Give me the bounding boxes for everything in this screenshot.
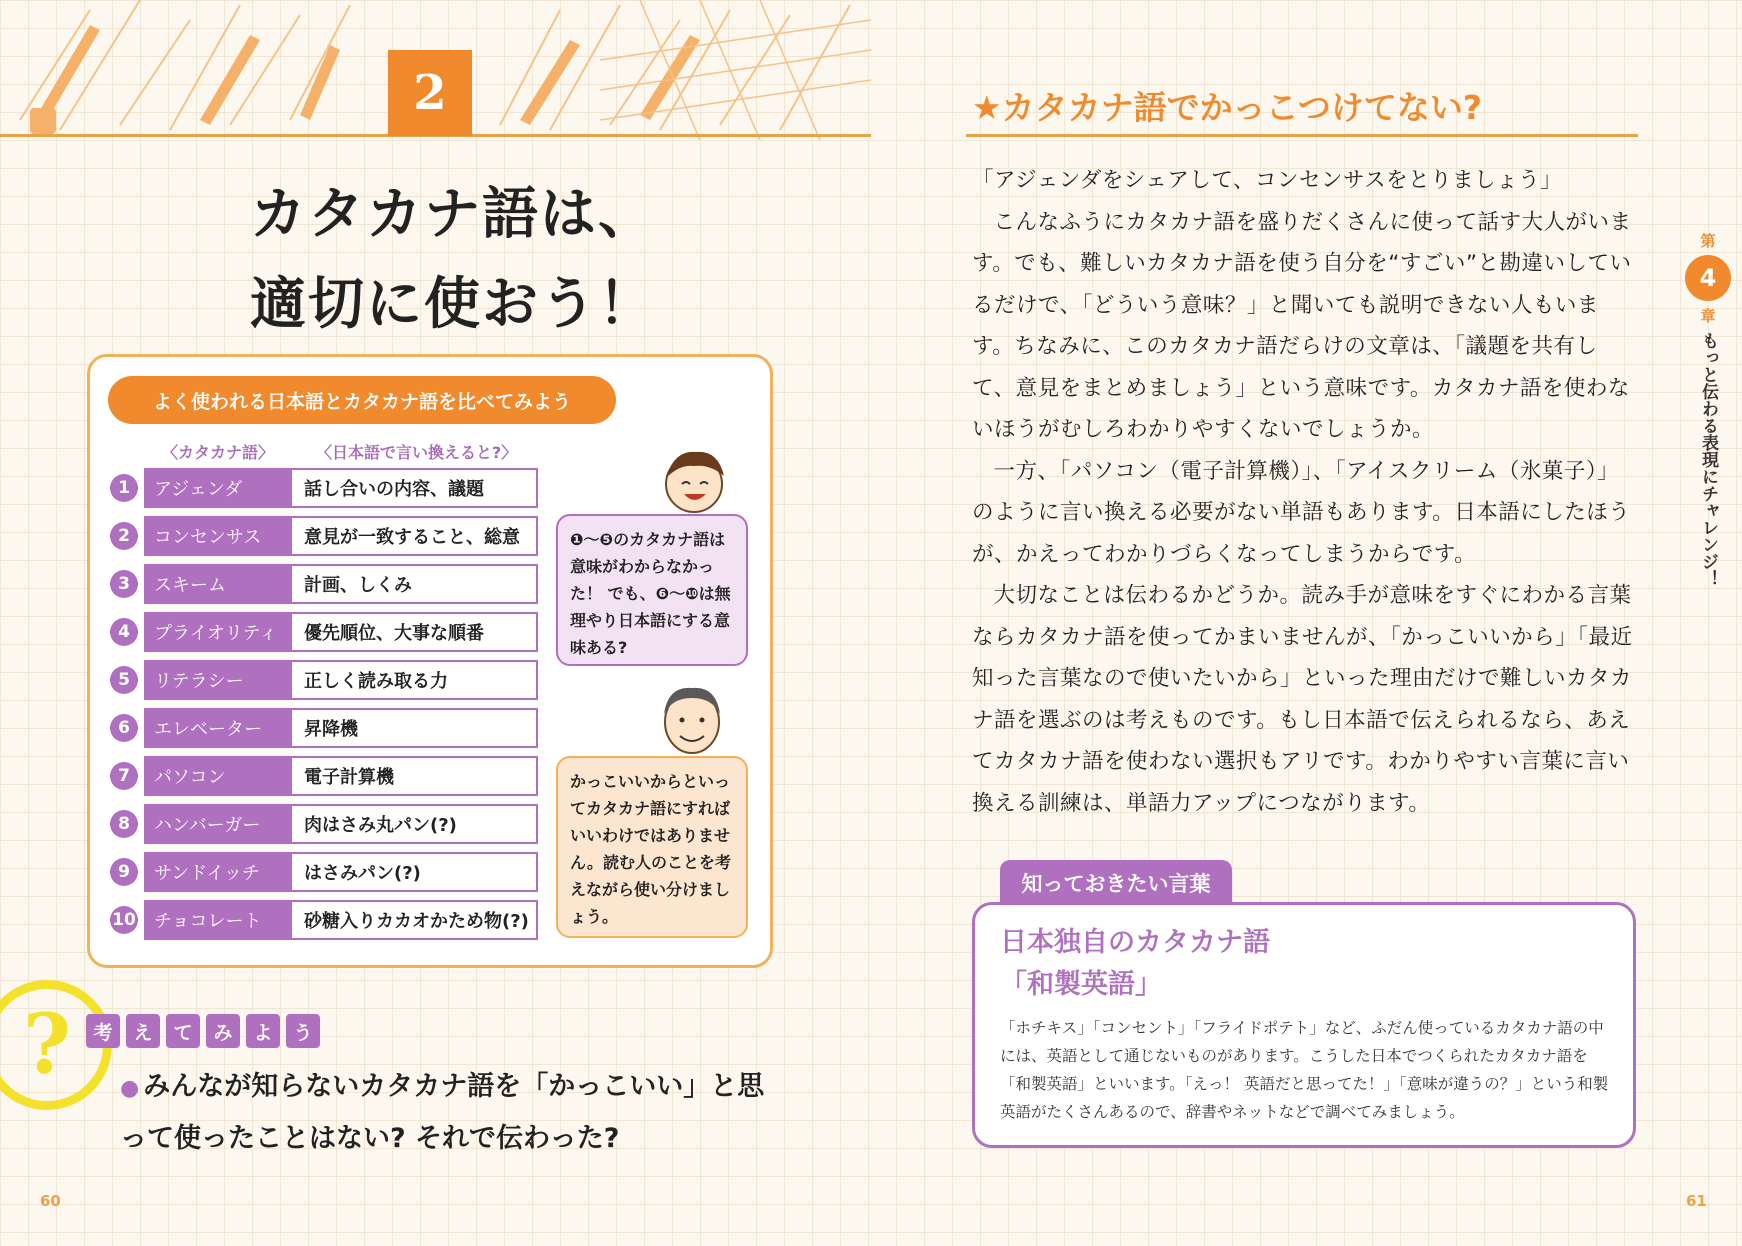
katakana-term: リテラシー: [144, 660, 292, 700]
think-label: [86, 1014, 320, 1048]
speech-bubble-boy: ❶〜❺のカタカナ語は意味がわからなかった！ でも、❻〜❿は無理やり日本語にする意味ある?: [556, 514, 748, 666]
bullet-dot-icon: ●: [120, 1076, 140, 1101]
row-number: 6: [110, 714, 138, 742]
keyword-title-line-2: 「和製英語」: [1000, 969, 1162, 1000]
katakana-term: ハンバーガー: [144, 804, 292, 844]
side-chapter-title: もっと伝わる表現にチャレンジ！: [1698, 332, 1718, 587]
think-tile: え: [126, 1014, 160, 1048]
think-tile: み: [206, 1014, 240, 1048]
side-chapter-label: 第: [1700, 232, 1716, 250]
think-tile: う: [286, 1014, 320, 1048]
katakana-term: サンドイッチ: [144, 852, 292, 892]
row-number: 1: [110, 474, 138, 502]
keyword-title-line-1: 日本独自のカタカナ語: [1000, 927, 1270, 958]
row-number: 5: [110, 666, 138, 694]
question-mark-icon: ?: [0, 980, 112, 1110]
speech-bubble-man: かっこいいからといってカタカナ語にすればいいわけではありません。読む人のことを考えながら使い分けましょう。: [556, 756, 748, 938]
think-tile: よ: [246, 1014, 280, 1048]
think-question-text: みんなが知らないカタカナ語を「かっこいい」と思って使ったことはない? それで伝わった?: [120, 1071, 765, 1154]
row-number: 3: [110, 570, 138, 598]
page-number-right: 61: [1686, 1192, 1707, 1210]
keyword-body: 「ホチキス」「コンセント」「フライドポテト」など、ふだん使っているカタカナ語の中には、英語として通じないものがあります。こうした日本でつくられたカタカナ語を「和製英語」といいます。「えっ！ 英語だと思ってた！」「意味が違うの？」という和製英語がたくさんあるので、辞書やネットなどで調べてみましょう。: [1000, 1019, 1609, 1121]
katakana-term: チョコレート: [144, 900, 292, 940]
paragraph-3: 一方、「パソコン（電子計算機）」、「アイスクリーム（氷菓子）」のように言い換える必要がない単語もあります。日本語にしたほうが、かえってわかりづらくなってしまうからです。: [972, 458, 1631, 567]
japanese-equivalent: 肉はさみ丸パン(?): [292, 804, 538, 844]
page-number-left: 60: [40, 1192, 61, 1210]
table-row: [106, 706, 536, 754]
katakana-term: プライオリティ: [144, 612, 292, 652]
table-row: [106, 898, 536, 946]
paragraph-1: 「アジェンダをシェアして、コンセンサスをとりましょう」: [972, 168, 1563, 193]
table-row: [106, 754, 536, 802]
japanese-equivalent: 正しく読み取る力: [292, 660, 538, 700]
side-chapter-suffix: 章: [1700, 307, 1716, 325]
japanese-equivalent: 優先順位、大事な順番: [292, 612, 538, 652]
japanese-equivalent: はさみパン(?): [292, 852, 538, 892]
paragraph-2: こんなふうにカタカナ語を盛りだくさんに使って話す大人がいます。でも、難しいカタカナ語を使う自分を“すごい”と勘違いしているだけで、「どういう意味？」と聞いても説明できない人もいます。ちなみに、このカタカナ語だらけの文章は、「議題を共有して、意見をまとめましょう」という意味です。カタカナ語を使わないほうがむしろわかりやすくないでしょうか。: [972, 209, 1632, 442]
man-face-icon: [650, 676, 734, 760]
row-number: 8: [110, 810, 138, 838]
side-chapter-number: 4: [1685, 255, 1731, 301]
katakana-term: パソコン: [144, 756, 292, 796]
table-row: [106, 802, 536, 850]
katakana-term: スキーム: [144, 564, 292, 604]
row-number: 4: [110, 618, 138, 646]
table-row: [106, 466, 536, 514]
column-header-katakana: 〈カタカナ語〉: [162, 443, 275, 462]
table-row: [106, 562, 536, 610]
row-number: 9: [110, 858, 138, 886]
row-number: 10: [110, 906, 138, 934]
japanese-equivalent: 話し合いの内容、議題: [292, 468, 538, 508]
paragraph-4: 大切なことは伝わるかどうか。読み手が意味をすぐにわかる言葉ならカタカナ語を使ってかまいませんが、「かっこいいから」「最近知った言葉なので使いたいから」といった理由だけで難しいカタカナ語を選ぶのは考えものです。もし日本語で伝えられるなら、あえてカタカナ語を使わない選択もアリです。わかりやすい言葉に言い換える訓練は、単語力アップにつながります。: [972, 583, 1633, 816]
think-tile: 考: [86, 1014, 120, 1048]
katakana-term: アジェンダ: [144, 468, 292, 508]
chapter-side-tab: [1684, 230, 1732, 632]
japanese-equivalent: 電子計算機: [292, 756, 538, 796]
table-row: [106, 514, 536, 562]
think-question: [120, 1062, 780, 1164]
table-row: [106, 658, 536, 706]
japanese-equivalent: 砂糖入りカカオかため物(?): [292, 900, 538, 940]
chapter-number-badge: 2: [388, 50, 472, 136]
column-header-japanese: 〈日本語で言い換えると?〉: [316, 443, 518, 462]
page-title: [250, 170, 670, 350]
comparison-table: [106, 466, 536, 946]
katakana-term: コンセンサス: [144, 516, 292, 556]
table-row: [106, 610, 536, 658]
keyword-title: [1000, 922, 1270, 1006]
japanese-equivalent: 昇降機: [292, 708, 538, 748]
table-row: [106, 850, 536, 898]
keyword-tab: 知っておきたい言葉: [1000, 860, 1232, 906]
title-line-1: カタカナ語は、: [250, 182, 656, 247]
title-line-2: 適切に使おう！: [250, 272, 656, 337]
japanese-equivalent: 計画、しくみ: [292, 564, 538, 604]
section-title: ★カタカナ語でかっこつけてない?: [972, 88, 1483, 127]
japanese-equivalent: 意見が一致すること、総意: [292, 516, 538, 556]
section-rule: [966, 134, 1638, 137]
row-number: 2: [110, 522, 138, 550]
katakana-term: エレベーター: [144, 708, 292, 748]
comparison-title: よく使われる日本語とカタカナ語を比べてみよう: [108, 376, 616, 424]
think-tile: て: [166, 1014, 200, 1048]
body-text: [972, 160, 1636, 824]
row-number: 7: [110, 762, 138, 790]
boy-face-icon: [654, 440, 734, 520]
